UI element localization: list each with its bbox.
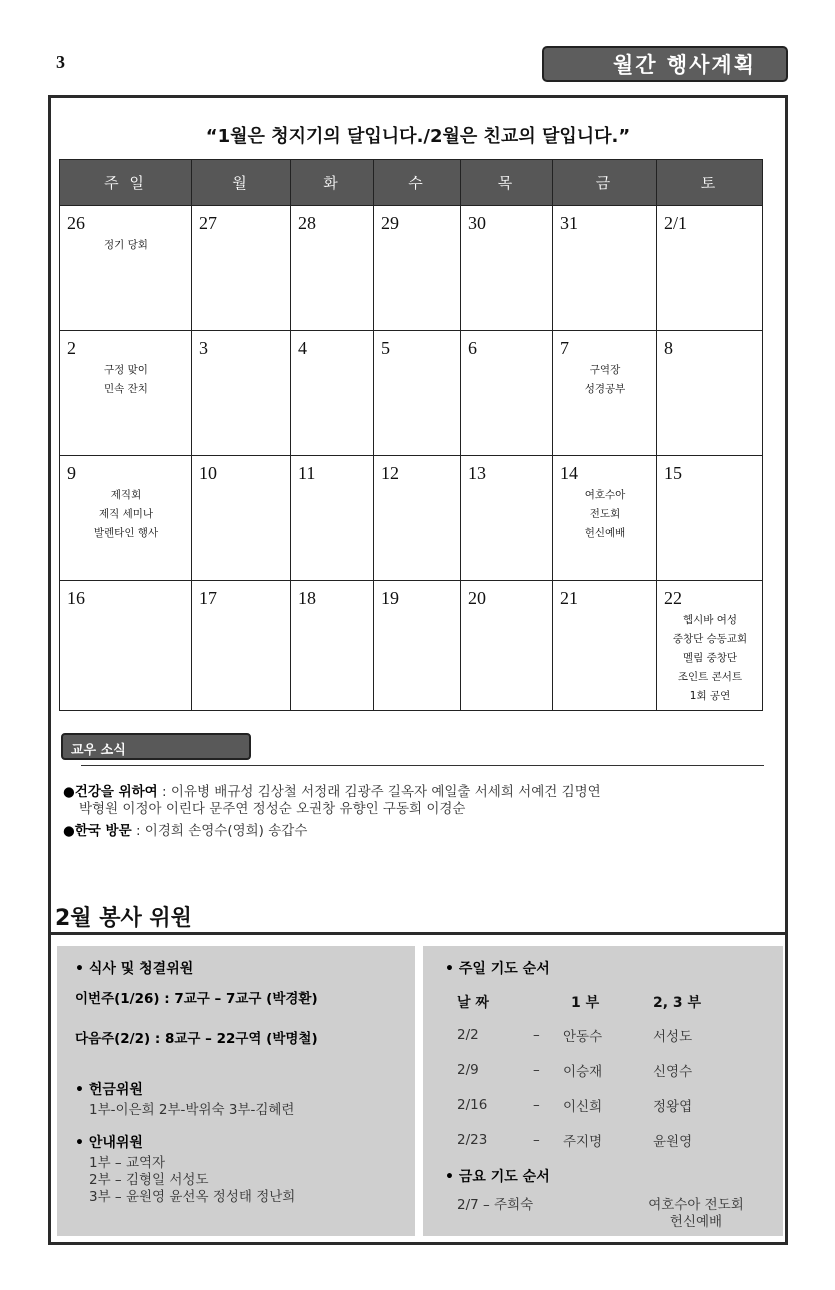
weekday-header-row (60, 160, 763, 206)
calendar-day-cell (461, 206, 553, 331)
service-divider (51, 932, 785, 935)
prayer-date: 2/23 (457, 1132, 488, 1148)
day-number: 27 (199, 213, 217, 233)
day-number: 6 (468, 338, 477, 358)
day-number: 7 (560, 338, 569, 358)
calendar-day-cell (657, 206, 763, 331)
health-label: ●건강을 위하여 (63, 784, 158, 800)
prayer-second: 정왕엽 (653, 1099, 693, 1115)
prayer-first: 이신희 (563, 1099, 603, 1115)
prayer-date: 2/9 (457, 1062, 479, 1078)
day-number: 2 (67, 338, 76, 358)
calendar-day-cell (553, 581, 657, 711)
calendar-day-cell (461, 331, 553, 456)
day-number: 4 (298, 338, 307, 358)
service-left-box (57, 946, 415, 1236)
calendar-event: 여호수아 (584, 489, 626, 501)
prayer-row (445, 1060, 753, 1095)
calendar-day-cell (374, 206, 461, 331)
col-second: 2, 3 부 (653, 995, 702, 1011)
calendar-event: 중창단 승동교회 (672, 633, 748, 645)
calendar-event: 구정 맞이 (104, 364, 148, 376)
prayer-second: 신영수 (653, 1064, 693, 1080)
prayer-date: 2/2 (457, 1027, 479, 1043)
weekday-header: 금 (553, 160, 657, 206)
col-first: 1 부 (571, 995, 600, 1011)
calendar-event: 1회 공연 (689, 690, 731, 702)
weekday-header: 월 (192, 160, 291, 206)
weekday-header: 토 (657, 160, 763, 206)
section-title-tab (542, 46, 788, 82)
calendar-event: 조인트 콘서트 (677, 671, 743, 683)
calendar-week-row (60, 456, 763, 581)
day-number: 31 (560, 213, 578, 233)
calendar-week-row (60, 206, 763, 331)
calendar-day-cell (291, 331, 374, 456)
day-number: 13 (468, 463, 486, 483)
usher-line: 3부 – 윤원영 윤선옥 정성태 정난희 (89, 1189, 296, 1205)
day-number: 30 (468, 213, 486, 233)
day-number: 21 (560, 588, 578, 608)
prayer-second: 서성도 (653, 1029, 693, 1045)
day-number: 26 (67, 213, 85, 233)
calendar-event: 헌신예배 (584, 527, 626, 539)
day-number: 14 (560, 463, 578, 483)
health-names-cont: 박형원 이정아 이린다 문주연 정성순 오권창 유향인 구동희 이경순 (79, 801, 466, 817)
calendar-table (59, 159, 763, 711)
day-number: 18 (298, 588, 316, 608)
offering-names: 1부-이은희 2부-박위숙 3부-김혜련 (89, 1102, 295, 1118)
calendar-day-cell (192, 456, 291, 581)
calendar-day-cell (192, 331, 291, 456)
visit-names: : 이경희 손영수(영희) 송갑수 (131, 823, 308, 839)
offering-heading: • 헌금위원 (75, 1082, 143, 1098)
calendar-day-cell (657, 456, 763, 581)
day-events (664, 611, 756, 706)
news-tab-label: 교우 소식 (71, 743, 126, 758)
usher-heading: • 안내위원 (75, 1135, 143, 1151)
prayer-date: 2/16 (457, 1097, 488, 1113)
service-title: 2월 봉사 위원 (55, 906, 192, 931)
weekday-header: 화 (291, 160, 374, 206)
calendar-day-cell (461, 581, 553, 711)
prayer-row (445, 1025, 753, 1060)
friday-prayer-note: 여호수아 전도회 (648, 1197, 744, 1213)
friday-prayer-note: 헌신예배 (669, 1214, 723, 1230)
prayer-dash: – (533, 1097, 540, 1113)
prayer-dash: – (533, 1062, 540, 1078)
usher-line: 2부 – 김형일 서성도 (89, 1172, 209, 1188)
day-number: 28 (298, 213, 316, 233)
content-frame (48, 95, 788, 1245)
calendar-day-cell (60, 331, 192, 456)
news-tab (61, 733, 251, 760)
prayer-first: 안동수 (563, 1029, 603, 1045)
page-number: 3 (56, 52, 65, 72)
day-number: 17 (199, 588, 217, 608)
calendar-day-cell (657, 581, 763, 711)
day-events (67, 361, 185, 399)
prayer-row (445, 1095, 753, 1130)
calendar-week-row (60, 331, 763, 456)
day-number: 12 (381, 463, 399, 483)
friday-prayer-heading: • 금요 기도 순서 (445, 1169, 550, 1185)
day-number: 10 (199, 463, 217, 483)
prayer-dash: – (533, 1027, 540, 1043)
day-number: 16 (67, 588, 85, 608)
day-number: 15 (664, 463, 682, 483)
calendar-event: 헵시바 여성 (682, 614, 738, 626)
prayer-first: 주지명 (563, 1134, 603, 1150)
calendar-week-row (60, 581, 763, 711)
calendar-event: 구역장 (589, 364, 621, 376)
prayer-first: 이승재 (563, 1064, 603, 1080)
weekday-header: 주 일 (60, 160, 192, 206)
meal-next-week: 다음주(2/2) : 8교구 – 22구역 (박명철) (75, 1031, 318, 1047)
friday-prayer-entry: 2/7 – 주희숙 (457, 1197, 534, 1213)
meal-heading: • 식사 및 청결위원 (75, 961, 194, 977)
day-events (67, 486, 185, 543)
day-events (67, 236, 185, 255)
monthly-motto: “1월은 청지기의 달입니다./2월은 친교의 달입니다.” (205, 126, 631, 147)
weekday-header: 수 (374, 160, 461, 206)
section-title: 월간 행사계획 (612, 53, 756, 77)
day-number: 19 (381, 588, 399, 608)
meal-this-week: 이번주(1/26) : 7교구 – 7교구 (박경환) (75, 991, 318, 1007)
calendar-day-cell (60, 581, 192, 711)
calendar-day-cell (374, 456, 461, 581)
calendar-event: 정기 당회 (104, 239, 148, 251)
calendar-event: 멜림 중창단 (682, 652, 738, 664)
health-names: : 이유병 배규성 김상철 서정래 김광주 길옥자 예일출 서세희 서예건 김명연 (157, 784, 601, 800)
calendar-event: 제직 세미나 (98, 508, 154, 520)
day-number: 5 (381, 338, 390, 358)
calendar-event: 성경공부 (584, 383, 626, 395)
day-number: 8 (664, 338, 673, 358)
calendar-event: 전도회 (589, 508, 621, 520)
day-number: 2/1 (664, 213, 688, 233)
calendar-event: 제직회 (110, 489, 142, 501)
calendar-day-cell (291, 206, 374, 331)
weekday-header: 목 (461, 160, 553, 206)
calendar-day-cell (291, 456, 374, 581)
calendar-day-cell (192, 206, 291, 331)
calendar-day-cell (553, 456, 657, 581)
sunday-prayer-heading: • 주일 기도 순서 (445, 961, 550, 977)
prayer-dash: – (533, 1132, 540, 1148)
usher-line: 1부 – 교역자 (89, 1155, 166, 1171)
day-number: 3 (199, 338, 208, 358)
day-number: 11 (298, 463, 316, 483)
news-health (63, 784, 763, 818)
news-divider (81, 765, 764, 766)
calendar-day-cell (553, 206, 657, 331)
calendar-day-cell (374, 581, 461, 711)
calendar-event: 발렌타인 행사 (93, 527, 159, 539)
calendar-day-cell (192, 581, 291, 711)
col-date: 날 짜 (457, 995, 489, 1011)
calendar-day-cell (461, 456, 553, 581)
calendar-day-cell (60, 206, 192, 331)
calendar-day-cell (553, 331, 657, 456)
sunday-prayer-table (445, 992, 753, 1165)
day-number: 9 (67, 463, 76, 483)
visit-label: ●한국 방문 (63, 823, 132, 839)
service-right-box (423, 946, 783, 1236)
calendar-day-cell (657, 331, 763, 456)
calendar-day-cell (291, 581, 374, 711)
calendar-event: 민속 잔치 (104, 383, 148, 395)
day-number: 22 (664, 588, 682, 608)
day-number: 29 (381, 213, 399, 233)
day-events (560, 361, 650, 399)
calendar-day-cell (60, 456, 192, 581)
day-number: 20 (468, 588, 486, 608)
news-body (63, 784, 763, 845)
calendar-day-cell (374, 331, 461, 456)
day-events (560, 486, 650, 543)
prayer-second: 윤원영 (653, 1134, 693, 1150)
prayer-row (445, 1130, 753, 1165)
news-visit (63, 823, 763, 840)
